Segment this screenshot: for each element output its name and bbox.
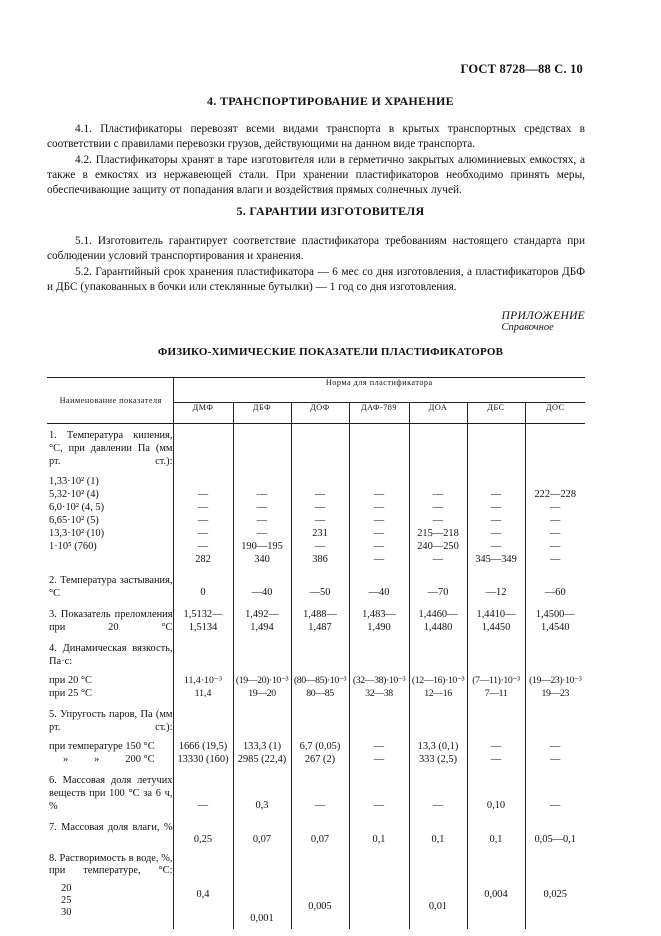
- table-row: [47, 700, 585, 766]
- cell-value: 80—85: [306, 688, 334, 699]
- cell-doa: [409, 424, 467, 567]
- cell-value: —: [256, 489, 268, 500]
- cell-doa: [409, 600, 467, 634]
- cell-dbs: [467, 845, 525, 929]
- cell-value: —: [409, 766, 467, 813]
- cell-daf789: [349, 634, 409, 700]
- cell-value: 19—20: [248, 688, 276, 699]
- row-name-viscosity: [47, 634, 173, 700]
- cell-value: —: [349, 766, 409, 813]
- cell-value: 1,5134: [188, 622, 218, 633]
- row-name-solubility: [47, 845, 173, 929]
- cell-value: 0,005: [308, 901, 332, 912]
- row-label: 8. Растворимость в воде, %, при температуре, °С:: [49, 853, 173, 876]
- cell-value: 282: [195, 554, 211, 565]
- table-row: [47, 766, 585, 813]
- cell-value: [350, 913, 409, 925]
- cell-value: 0,001: [250, 913, 274, 924]
- col-header-daf789: ДАФ-789: [349, 403, 409, 424]
- cell-dos: [525, 600, 585, 634]
- cell-value: 333 (2,5): [418, 754, 458, 765]
- cell-value: —: [373, 541, 385, 552]
- cell-dos: [525, 700, 585, 766]
- cell-value: 1,4480: [423, 622, 453, 633]
- cell-value: (7—11)·10⁻³: [472, 675, 520, 686]
- appendix-title: ПРИЛОЖЕНИЕ: [501, 310, 585, 322]
- sub-label: 25: [61, 895, 72, 906]
- cell-dof: [291, 424, 349, 567]
- cell-value: 1,492—: [245, 609, 279, 620]
- cell-value: —: [373, 502, 385, 513]
- table-header-row: [47, 378, 585, 403]
- cell-value: —: [432, 554, 444, 565]
- cell-value: —: [550, 528, 561, 539]
- cell-value: —50: [291, 566, 349, 600]
- cell-value: 0,025: [543, 889, 567, 900]
- row-label: 6. Массовая доля летучих веществ при 100 °С за 6 ч, %: [49, 775, 173, 812]
- sub-label: при 25 °С: [49, 688, 92, 699]
- cell-value: 11,4·10⁻³: [184, 675, 222, 686]
- row-name-pour-point: [47, 566, 173, 600]
- cell-value: 222—228: [534, 489, 577, 500]
- cell-value: [350, 889, 409, 901]
- cell-value: —: [373, 528, 385, 539]
- cell-value: —: [490, 528, 502, 539]
- cell-dmf: [173, 600, 233, 634]
- cell-value: (80—85)·10⁻³: [293, 675, 347, 686]
- cell-value: 1,4500—: [535, 609, 575, 620]
- cell-value: [526, 901, 586, 913]
- cell-value: 0: [173, 566, 233, 600]
- col-header-dbs: ДБС: [467, 403, 525, 424]
- header-indicator-name: Наименование показателя: [47, 378, 173, 424]
- cell-value: —: [490, 541, 502, 552]
- cell-value: 267 (2): [304, 754, 336, 765]
- cell-value: (19—23)·10⁻³: [529, 675, 582, 686]
- cell-value: —: [432, 489, 444, 500]
- cell-dbs: [467, 700, 525, 766]
- cell-value: 1,4540: [540, 622, 570, 633]
- cell-value: 7—11: [484, 688, 508, 699]
- cell-value: —: [550, 502, 561, 513]
- cell-dos: [525, 424, 585, 567]
- cell-value: 1,4410—: [476, 609, 516, 620]
- cell-daf789: [349, 700, 409, 766]
- cell-value: 0,01: [428, 901, 448, 912]
- cell-dbs: [467, 424, 525, 567]
- cell-value: 133,3 (1): [242, 741, 282, 752]
- cell-value: —60: [525, 566, 585, 600]
- row-name-volatiles: [47, 766, 173, 813]
- cell-value: —: [490, 515, 502, 526]
- cell-value: —: [525, 766, 585, 813]
- cell-value: [292, 913, 349, 925]
- cell-value: —: [256, 502, 268, 513]
- sub-label: 6,0·10² (4, 5): [49, 502, 105, 513]
- col-header-dbf: ДБФ: [233, 403, 291, 424]
- cell-value: 190—195: [241, 541, 283, 552]
- cell-doa: [409, 634, 467, 700]
- cell-value: —: [550, 554, 561, 565]
- cell-dbs: [467, 634, 525, 700]
- cell-daf789: [349, 424, 409, 567]
- cell-value: —: [550, 541, 561, 552]
- cell-value: —: [550, 515, 561, 526]
- appendix-label: [502, 310, 585, 333]
- cell-value: 1,494: [250, 622, 274, 633]
- cell-value: [292, 889, 349, 901]
- cell-value: [410, 913, 467, 925]
- cell-value: 1,4460—: [418, 609, 458, 620]
- cell-dmf: [173, 634, 233, 700]
- sub-label: 5,32·10² (4): [49, 489, 99, 500]
- row-name-refraction: [47, 600, 173, 634]
- cell-value: 215—218: [417, 528, 459, 539]
- cell-value: 13,3 (0,1): [417, 741, 459, 752]
- cell-value: [468, 913, 525, 925]
- cell-value: —40: [233, 566, 291, 600]
- col-header-dmf: ДМФ: [173, 403, 233, 424]
- section-5-text: [47, 234, 585, 295]
- cell-dof: [291, 634, 349, 700]
- cell-value: —: [373, 515, 385, 526]
- cell-dof: [291, 600, 349, 634]
- cell-value: (12—16)·10⁻³: [411, 675, 465, 686]
- cell-value: —: [432, 515, 444, 526]
- cell-value: 1666 (19,5): [178, 741, 228, 752]
- cell-value: —70: [409, 566, 467, 600]
- section-5-title: 5. ГАРАНТИИ ИЗГОТОВИТЕЛЯ: [236, 204, 425, 218]
- cell-value: 0,1: [409, 813, 467, 845]
- cell-value: —: [291, 766, 349, 813]
- cell-value: —12: [467, 566, 525, 600]
- cell-value: —: [490, 741, 502, 752]
- header-norm-group: Норма для пластификатора: [173, 378, 585, 403]
- cell-value: 0,10: [467, 766, 525, 813]
- row-name-moisture: [47, 813, 173, 845]
- cell-value: —: [490, 754, 502, 765]
- section-4-title: 4. ТРАНСПОРТИРОВАНИЕ И ХРАНЕНИЕ: [207, 94, 454, 108]
- cell-value: —: [373, 489, 385, 500]
- cell-value: —: [314, 489, 326, 500]
- cell-value: —: [314, 541, 326, 552]
- properties-table: [47, 377, 585, 929]
- cell-value: 386: [312, 554, 328, 565]
- sub-label: 20: [61, 883, 72, 894]
- cell-dmf: [173, 845, 233, 929]
- cell-value: 240—250: [417, 541, 459, 552]
- cell-value: [234, 889, 291, 901]
- sub-label: при температуре 150 °С: [49, 741, 155, 752]
- cell-value: —40: [349, 566, 409, 600]
- cell-value: —: [373, 554, 385, 565]
- cell-value: 11,4: [194, 688, 212, 699]
- cell-value: 1,490: [367, 622, 391, 633]
- cell-value: —: [197, 489, 209, 500]
- sub-label: 30: [61, 907, 72, 918]
- cell-value: [174, 913, 233, 925]
- cell-value: —: [197, 541, 209, 552]
- cell-dbf: [233, 845, 291, 929]
- cell-dbf: [233, 700, 291, 766]
- row-label: 2. Температура застывания, °С: [49, 575, 173, 599]
- col-header-doa: ДОА: [409, 403, 467, 424]
- cell-value: —: [197, 515, 209, 526]
- cell-value: —: [173, 766, 233, 813]
- sub-label: 1·10⁵ (760): [49, 541, 97, 552]
- cell-value: 0,1: [349, 813, 409, 845]
- row-label: 7. Массовая доля влаги, %: [49, 822, 173, 833]
- paragraph-5-1: 5.1. Изготовитель гарантирует соответствие пластификатора требованиям настоящего стандарта при соблюдении условий транспортирования и хранения.: [47, 235, 585, 263]
- cell-value: —: [490, 502, 502, 513]
- cell-dbf: [233, 424, 291, 567]
- col-header-dof: ДОФ: [291, 403, 349, 424]
- cell-dos: [525, 634, 585, 700]
- cell-value: 32—38: [365, 688, 393, 699]
- cell-value: —: [550, 754, 561, 765]
- cell-value: 1,4450: [481, 622, 511, 633]
- sub-label: при 20 °С: [49, 675, 92, 686]
- cell-value: [350, 901, 409, 913]
- cell-value: 12—16: [424, 688, 452, 699]
- table-row: [47, 845, 585, 929]
- table-row: [47, 634, 585, 700]
- table-row: [47, 600, 585, 634]
- cell-value: [234, 901, 291, 913]
- sub-label: 13,3·10² (10): [49, 528, 105, 539]
- cell-dbf: [233, 600, 291, 634]
- cell-value: —: [373, 754, 385, 765]
- cell-value: 19—23: [541, 688, 569, 699]
- table-title: ФИЗИКО-ХИМИЧЕСКИЕ ПОКАЗАТЕЛИ ПЛАСТИФИКАТОРОВ: [157, 346, 504, 358]
- cell-dmf: [173, 700, 233, 766]
- row-name-boiling: [47, 424, 173, 567]
- table-row: [47, 566, 585, 600]
- cell-doa: [409, 845, 467, 929]
- cell-value: [174, 901, 233, 913]
- cell-value: 1,488—: [303, 609, 337, 620]
- row-label: 5. Упругость паров, Па (мм рт. ст.):: [49, 709, 173, 733]
- cell-value: 231: [312, 528, 328, 539]
- cell-dbf: [233, 634, 291, 700]
- appendix-subtitle: Справочное: [501, 322, 554, 333]
- cell-value: [526, 913, 586, 925]
- cell-value: (19—20)·10⁻³: [235, 675, 289, 686]
- cell-value: —: [256, 515, 268, 526]
- cell-value: —: [373, 741, 385, 752]
- cell-dof: [291, 700, 349, 766]
- page-header: ГОСТ 8728—88 С. 10: [460, 62, 583, 76]
- cell-dof: [291, 845, 349, 929]
- cell-dbs: [467, 600, 525, 634]
- cell-value: 0,07: [291, 813, 349, 845]
- cell-value: [468, 901, 525, 913]
- cell-value: 1,5132—: [183, 609, 223, 620]
- cell-value: 0,05—0,1: [525, 813, 585, 845]
- row-label: 3. Показатель преломления при 20 °С: [49, 609, 173, 633]
- col-header-dos: ДОС: [525, 403, 585, 424]
- cell-doa: [409, 700, 467, 766]
- cell-value: —: [314, 502, 326, 513]
- cell-value: 340: [254, 554, 270, 565]
- section-4-text: [47, 122, 585, 198]
- cell-value: —: [197, 502, 209, 513]
- cell-dmf: [173, 424, 233, 567]
- cell-value: —: [432, 502, 444, 513]
- cell-value: —: [314, 515, 326, 526]
- cell-value: —: [550, 741, 561, 752]
- cell-value: (32—38)·10⁻³: [352, 675, 406, 686]
- row-label: 1. Температура кипения, °С, при давлении Па (мм рт. ст.):: [49, 430, 173, 467]
- cell-value: 6,7 (0,05): [299, 741, 341, 752]
- sub-label: 6,65·10² (5): [49, 515, 99, 526]
- paragraph-5-2: 5.2. Гарантийный срок хранения пластификатора — 6 мес со дня изготовления, а пластификаторов ДБФ и ДБС (упакованных в бочки или стеклянные бутылки) — 1 год со дня изготовления.: [47, 265, 585, 293]
- cell-value: 1,487: [308, 622, 332, 633]
- table-row: [47, 424, 585, 567]
- cell-value: 0,004: [484, 889, 508, 900]
- cell-dos: [525, 845, 585, 929]
- cell-value: 1,483—: [362, 609, 396, 620]
- sub-label: 1,33·10² (1): [49, 476, 99, 487]
- row-name-vapor-pressure: [47, 700, 173, 766]
- table-row: [47, 813, 585, 845]
- cell-value: 0,3: [233, 766, 291, 813]
- cell-value: 0,4: [196, 889, 210, 900]
- cell-value: 0,25: [173, 813, 233, 845]
- cell-value: 345—349: [475, 554, 517, 565]
- cell-value: —: [490, 489, 502, 500]
- cell-value: 2985 (22,4): [237, 754, 287, 765]
- cell-value: 13330 (160): [177, 754, 229, 765]
- cell-value: [410, 889, 467, 901]
- cell-daf789: [349, 600, 409, 634]
- row-label: 4. Динамическая вязкость, Па·с:: [49, 643, 173, 667]
- cell-value: —: [256, 528, 268, 539]
- cell-value: —: [197, 528, 209, 539]
- cell-value: 0,07: [233, 813, 291, 845]
- cell-daf789: [349, 845, 409, 929]
- paragraph-4-2: 4.2. Пластификаторы хранят в таре изготовителя или в герметично закрытых алюминиевых емкостях, а также в емкостях из нержавеющей стали. При хранении пластификаторов необходимо принять меры, обеспечивающие защиту от попадания влаги и воздействия прямых солнечных лучей.: [47, 153, 585, 197]
- cell-value: 0,1: [467, 813, 525, 845]
- paragraph-4-1: 4.1. Пластификаторы перевозят всеми видами транспорта в крытых транспортных средствах в соответствии с правилами перевозки грузов, действующими на данном виде транспорта.: [47, 123, 585, 151]
- sub-label: » » 200 °С: [63, 754, 155, 765]
